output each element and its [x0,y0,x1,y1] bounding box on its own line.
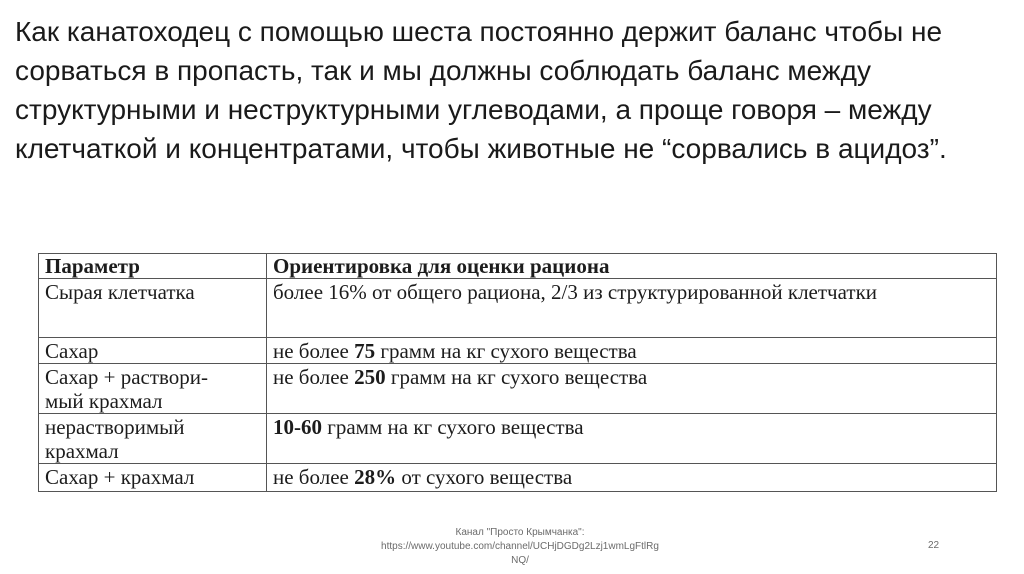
intro-paragraph: Как канатоходец с помощью шеста постоянно держит баланс чтобы не сорваться в пропасть, так и мы должны соблюдать баланс между структурными и неструктурными углеводами, а проще говоря – между клетчаткой и концентратами, чтобы животные не “сорвались в ацидоз”. [15,16,947,164]
footer-line: Канал "Просто Крымчанка": [455,527,585,538]
param-line: Сахар [45,339,99,363]
guide-text: более 16% от общего рациона, 2/3 из структурированной клетчатки [273,280,878,304]
param-line: Сахар + крахмал [45,465,195,489]
guide-text: от сухого вещества [396,465,573,489]
table-header-row [39,254,997,279]
param-cell [39,464,267,492]
guide-cell [267,464,997,492]
guide-value: 10-60 [273,415,322,439]
guide-cell [267,414,997,464]
slide-number: 22 [928,540,940,551]
table-row [39,338,997,364]
param-cell [39,279,267,338]
guide-text: не более [273,339,355,363]
param-cell [39,364,267,414]
param-cell [39,414,267,464]
guide-value: 250 [354,365,386,389]
param-line: Сахар + раствори- [45,365,209,389]
table-row [39,464,997,492]
guide-text: не более [273,465,355,489]
guide-value: 28% [354,465,397,489]
guide-text: грамм на кг сухого вещества [385,365,648,389]
param-line: крахмал [45,439,119,463]
guide-cell [267,364,997,414]
header-param: Параметр [39,254,267,279]
param-line: нерастворимый [45,415,185,439]
footer-link[interactable]: https://www.youtube.com/channel/UCHjDGDg2Lzj1wmLgFtlRg [381,541,659,552]
param-cell [39,338,267,364]
header-guide: Ориентировка для оценки рациона [267,254,997,279]
guide-cell [267,338,997,364]
guide-text: грамм на кг сухого вещества [322,415,584,439]
guide-cell [267,279,997,338]
ration-table [38,253,997,492]
param-line: Сырая клетчатка [45,280,195,304]
table-row [39,279,997,338]
guide-text: грамм на кг сухого вещества [375,339,637,363]
guide-text: не более [273,365,355,389]
guide-value: 75 [354,339,376,363]
param-line: мый крахмал [45,389,163,413]
table-row [39,364,997,414]
footer-line: NQ/ [511,555,529,566]
table-row [39,414,997,464]
footer-source [340,526,700,568]
ration-table-image [38,253,998,515]
